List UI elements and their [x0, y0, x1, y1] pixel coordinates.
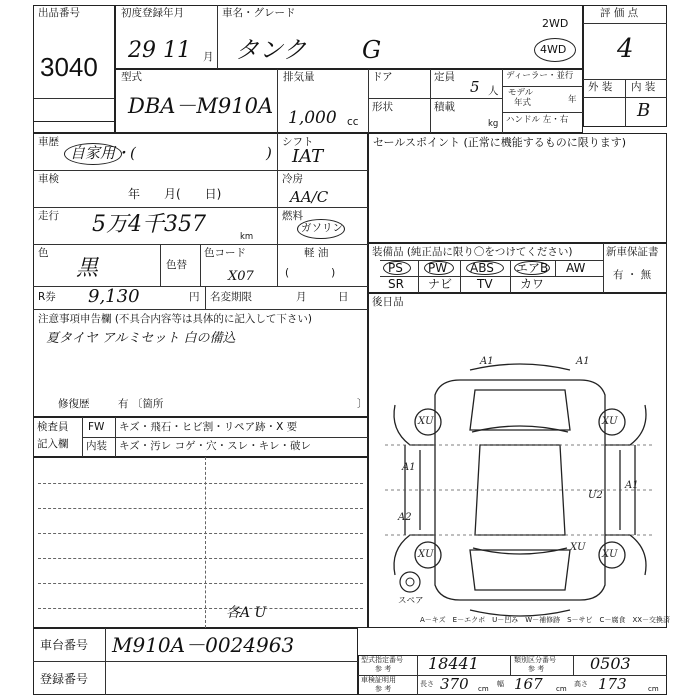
equip-kawa: カワ: [520, 277, 545, 291]
lot-number: 3040: [40, 52, 98, 82]
mark-front-right: A1: [576, 356, 590, 367]
repair-value: 有 〔箇所: [118, 398, 164, 410]
drive-2wd: 2WD: [542, 17, 569, 30]
equip-navi: ナビ: [428, 277, 453, 291]
equip-ps: PS: [388, 261, 403, 275]
notes-label: 注意事項申告欄 (不具合内容等は具体的に記入して下さい): [38, 313, 313, 325]
mileage-unit: km: [240, 232, 254, 242]
history-paren-close: ): [266, 144, 272, 162]
mark-wheel-rl: XU: [418, 549, 434, 560]
drive-4wd: 4WD: [540, 43, 567, 56]
handle-label: ハンドル 左・右: [506, 115, 569, 125]
width-cm: cm: [556, 685, 567, 693]
equip-tv: TV: [477, 277, 493, 291]
height-value: 173: [598, 675, 627, 693]
dealer-label: ディーラー・並行: [506, 71, 574, 81]
color-code-value: X07: [228, 269, 254, 284]
length-label: 長さ: [420, 680, 434, 688]
first-reg-label: 初度登録年月: [121, 7, 184, 19]
equip-airbag: エアB: [516, 261, 549, 275]
displacement-value: 1,000: [288, 108, 337, 128]
color-value: 黒: [76, 256, 99, 281]
inspector-bottom-note: 各A U: [226, 605, 267, 621]
mileage-value: 5万4千357: [92, 212, 206, 237]
registration-label: 登録番号: [40, 672, 89, 686]
warranty-value: 有 ・ 無: [613, 269, 652, 281]
length-cm: cm: [478, 685, 489, 693]
fw-text: キズ・飛石・ヒビ割・リペア跡・X 要: [119, 421, 298, 433]
model-label: 型式: [121, 71, 142, 83]
type-cert-sub: 参 考: [375, 665, 392, 673]
recycle-value: 9,130: [88, 286, 140, 307]
repair-close: 〕: [357, 398, 368, 410]
door-label: ドア: [372, 71, 393, 83]
sales-box: [368, 133, 667, 243]
color-code-label: 色コード: [204, 247, 246, 259]
inspector-label-1: 検査員: [37, 421, 69, 433]
category-sub: 参 考: [528, 665, 545, 673]
cert-label: 車検証明用: [361, 676, 396, 684]
car-damage-diagram: [380, 350, 660, 625]
category-label: 類別区分番号: [514, 656, 556, 664]
name-change-label: 名変期限: [210, 291, 252, 303]
displacement-label: 排気量: [283, 71, 315, 83]
category-value: 0503: [590, 654, 631, 673]
equip-sr: SR: [388, 277, 404, 291]
sales-label: セールスポイント (正常に機能するものに限ります): [373, 136, 627, 149]
score-label: 評 価 点: [600, 7, 639, 19]
chassis-label: 車台番号: [40, 638, 89, 652]
notes-text: 夏タイヤ アルミセット 白の備込: [46, 331, 236, 346]
color-change-label: 色替: [166, 259, 187, 271]
shape-label: 形状: [372, 101, 393, 113]
mark-right-rear: XU: [570, 542, 586, 553]
name-change-value: 月 日: [296, 291, 349, 303]
warranty-label: 新車保証書: [606, 246, 659, 258]
mark-right-door: U2: [588, 490, 603, 501]
mark-wheel-rr: XU: [602, 549, 618, 560]
length-value: 370: [440, 675, 469, 693]
displacement-unit: cc: [347, 116, 359, 128]
interior-value: B: [637, 100, 651, 121]
mark-left-rear: A2: [398, 512, 412, 523]
ac-label: 冷房: [282, 173, 303, 185]
load-label: 積載: [434, 101, 455, 113]
ac-value: AA/C: [290, 188, 329, 206]
interior-label: 内 装: [631, 81, 656, 93]
equip-abs: ABS: [470, 261, 494, 275]
height-label: 高さ: [574, 680, 588, 688]
height-cm: cm: [648, 685, 659, 693]
first-reg-suffix: 月: [203, 51, 214, 63]
chassis-value: M910A－0024963: [112, 633, 295, 657]
type-cert-value: 18441: [428, 654, 479, 673]
mark-left-door: A1: [402, 462, 416, 473]
model-value: DBA－M910A: [128, 94, 274, 118]
shift-label: シフト: [282, 136, 314, 148]
inspection-label: 車検: [38, 173, 59, 185]
mileage-label: 走行: [38, 210, 59, 222]
lot-lower-box: [33, 69, 115, 133]
recycle-label: R券: [38, 291, 56, 303]
spare-tire-icon: [398, 570, 422, 594]
score-value: 4: [617, 34, 634, 64]
spare-label: スペア: [398, 596, 424, 606]
fuel-diesel: 軽 油: [304, 247, 329, 259]
lot-number-label: 出品番号: [38, 7, 80, 19]
load-unit: kg: [488, 119, 499, 129]
model-year-label: モデル: [508, 88, 534, 98]
mark-wheel-fl: XU: [418, 416, 434, 427]
car-name-label: 車名・グレード: [222, 7, 296, 19]
type-cert-label: 型式指定番号: [361, 656, 403, 664]
capacity-unit: 人: [488, 85, 499, 97]
recycle-unit: 円: [189, 291, 200, 303]
equipment-label: 装備品 (純正品に限り〇をつけてください): [372, 246, 573, 258]
fuel-label: 燃料: [282, 210, 303, 222]
first-reg-value: 29 11: [128, 38, 191, 63]
rear-label: 後日品: [372, 296, 404, 308]
damage-legend: A－キズ E－エクボ U－凹み W－補修跡 S－サビ C－腐食 XX－交換済: [420, 616, 671, 624]
width-value: 167: [514, 675, 543, 693]
fw-label: FW: [88, 421, 105, 433]
width-label: 幅: [497, 680, 504, 688]
exterior-label: 外 装: [588, 81, 613, 93]
grade-value: G: [362, 36, 382, 64]
shift-value: IAT: [292, 146, 324, 167]
history-label: 車歴: [38, 136, 59, 148]
history-value: 自家用・(: [70, 144, 136, 162]
capacity-label: 定員: [434, 71, 455, 83]
cert-sub: 参 考: [375, 685, 392, 693]
model-year-sub: 年式: [514, 98, 532, 108]
fuel-paren: ( ): [285, 267, 336, 279]
repair-label: 修復歴: [58, 398, 90, 410]
interior-insp-label: 内装: [86, 440, 107, 452]
car-name-value: タンク: [235, 36, 307, 64]
equip-pw: PW: [428, 261, 448, 275]
color-label: 色: [38, 247, 49, 259]
mark-wheel-fr: XU: [602, 416, 618, 427]
equip-aw: AW: [566, 261, 586, 275]
year-unit: 年: [568, 95, 577, 105]
fuel-gas: ガソリン: [301, 222, 343, 234]
inspector-label-2: 記入欄: [37, 438, 69, 450]
inspection-value: 年 月( 日): [128, 187, 222, 201]
capacity-value: 5: [470, 78, 480, 96]
interior-insp-text: キズ・汚レ コゲ・穴・スレ・キレ・破レ: [119, 440, 312, 452]
mark-right-side: A1: [625, 480, 639, 491]
mark-front-left: A1: [480, 356, 494, 367]
